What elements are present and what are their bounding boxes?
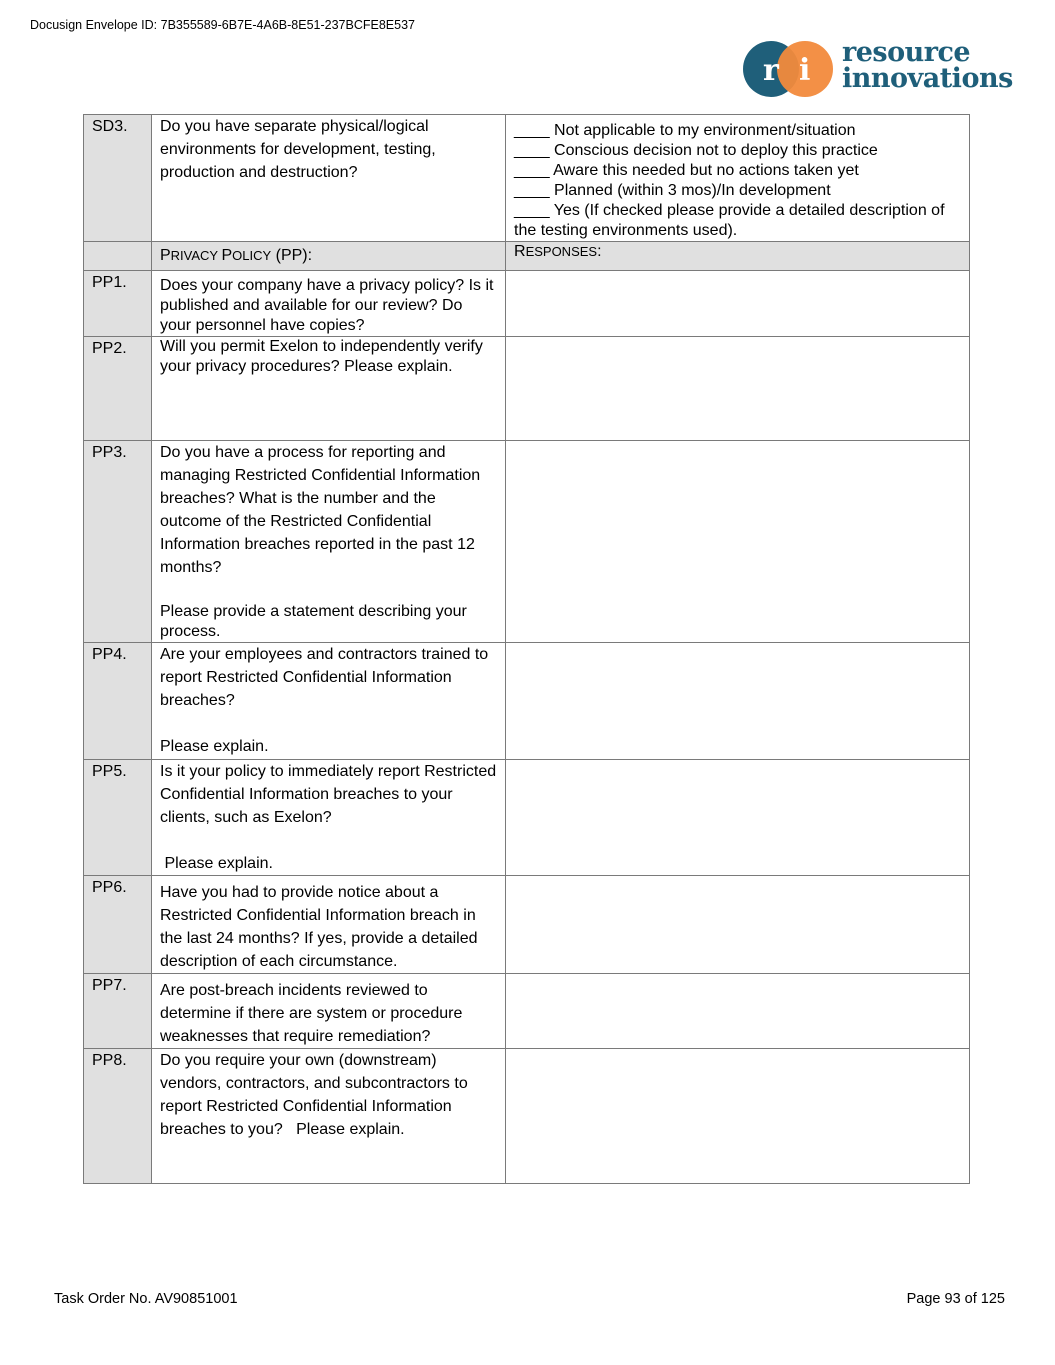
option-aware: ____ Aware this needed but no actions taken yet (514, 162, 859, 179)
question-text: Do you require your own (downstream) vendors, contractors, and subcontractors to report Restricted Confidential Information breaches to you? Please explain. (152, 1049, 506, 1184)
logo-mark-i: i (799, 53, 811, 88)
ri-logo-mark-icon (741, 40, 836, 98)
logo-mark-r: r (763, 53, 779, 88)
section-title: PRIVACY POLICY (PP): (152, 242, 506, 271)
response-cell[interactable] (506, 643, 970, 760)
table-row (84, 271, 970, 337)
response-cell[interactable] (506, 1049, 970, 1184)
row-number: PP1. (84, 271, 152, 337)
response-cell[interactable] (506, 271, 970, 337)
logo-line-2: innovations (842, 63, 1013, 94)
question-text: Have you had to provide notice about a Restricted Confidential Information breach in the last 24 months? If yes, provide a detailed description of each circumstance. (152, 876, 506, 974)
response-cell[interactable] (506, 441, 970, 643)
row-number: PP7. (84, 974, 152, 1049)
option-not-applicable: ____ Not applicable to my environment/situation (514, 122, 856, 139)
task-order-number: Task Order No. AV90851001 (54, 1291, 238, 1307)
envelope-id: Docusign Envelope ID: 7B355589-6B7E-4A6B-8E51-237BCFE8E537 (30, 18, 415, 32)
row-number: PP8. (84, 1049, 152, 1184)
option-planned: ____ Planned (within 3 mos)/In development (514, 182, 831, 199)
row-number: SD3. (84, 115, 152, 242)
row-number: PP5. (84, 760, 152, 876)
table-row (84, 337, 970, 441)
response-cell[interactable] (506, 876, 970, 974)
row-number: PP3. (84, 441, 152, 643)
question-text: Will you permit Exelon to independently verify your privacy procedures? Please explain. (152, 337, 506, 441)
question-text: Do you have separate physical/logical environments for development, testing, production and destruction? (152, 115, 506, 242)
question-text: Do you have a process for reporting and managing Restricted Confidential Information breaches? What is the number and the outcome of the Restricted Confidential Information breaches reported in the past 12 months? Please provide a statement describing your process. (152, 441, 506, 643)
table-row (84, 1049, 970, 1184)
responses-header: RESPONSES: (506, 242, 970, 271)
questionnaire-table (83, 114, 970, 1184)
table-row (84, 876, 970, 974)
row-number: PP4. (84, 643, 152, 760)
company-logo (741, 37, 1013, 98)
response-cell[interactable] (506, 760, 970, 876)
table-row (84, 760, 970, 876)
question-text: Is it your policy to immediately report Restricted Confidential Information breaches to your clients, such as Exelon? Please explain. (152, 760, 506, 876)
row-number: PP2. (84, 337, 152, 441)
page-number: Page 93 of 125 (906, 1291, 1005, 1307)
section-header-row (84, 242, 970, 271)
response-options (506, 115, 970, 242)
option-yes: ____ Yes (If checked please provide a detailed description of the testing environments used). (514, 202, 945, 239)
question-text: Are your employees and contractors trained to report Restricted Confidential Information breaches? Please explain. (152, 643, 506, 760)
response-cell[interactable] (506, 337, 970, 441)
response-cell[interactable] (506, 974, 970, 1049)
question-text: Are post-breach incidents reviewed to determine if there are system or procedure weaknesses that require remediation? (152, 974, 506, 1049)
row-number: PP6. (84, 876, 152, 974)
table-row (84, 441, 970, 643)
logo-line-1: resource (842, 37, 971, 68)
table-row (84, 974, 970, 1049)
question-text: Does your company have a privacy policy? Is it published and available for our review? Do your personnel have copies? (152, 271, 506, 337)
option-conscious-decision: ____ Conscious decision not to deploy this practice (514, 142, 878, 159)
table-row (84, 115, 970, 242)
table-row (84, 643, 970, 760)
